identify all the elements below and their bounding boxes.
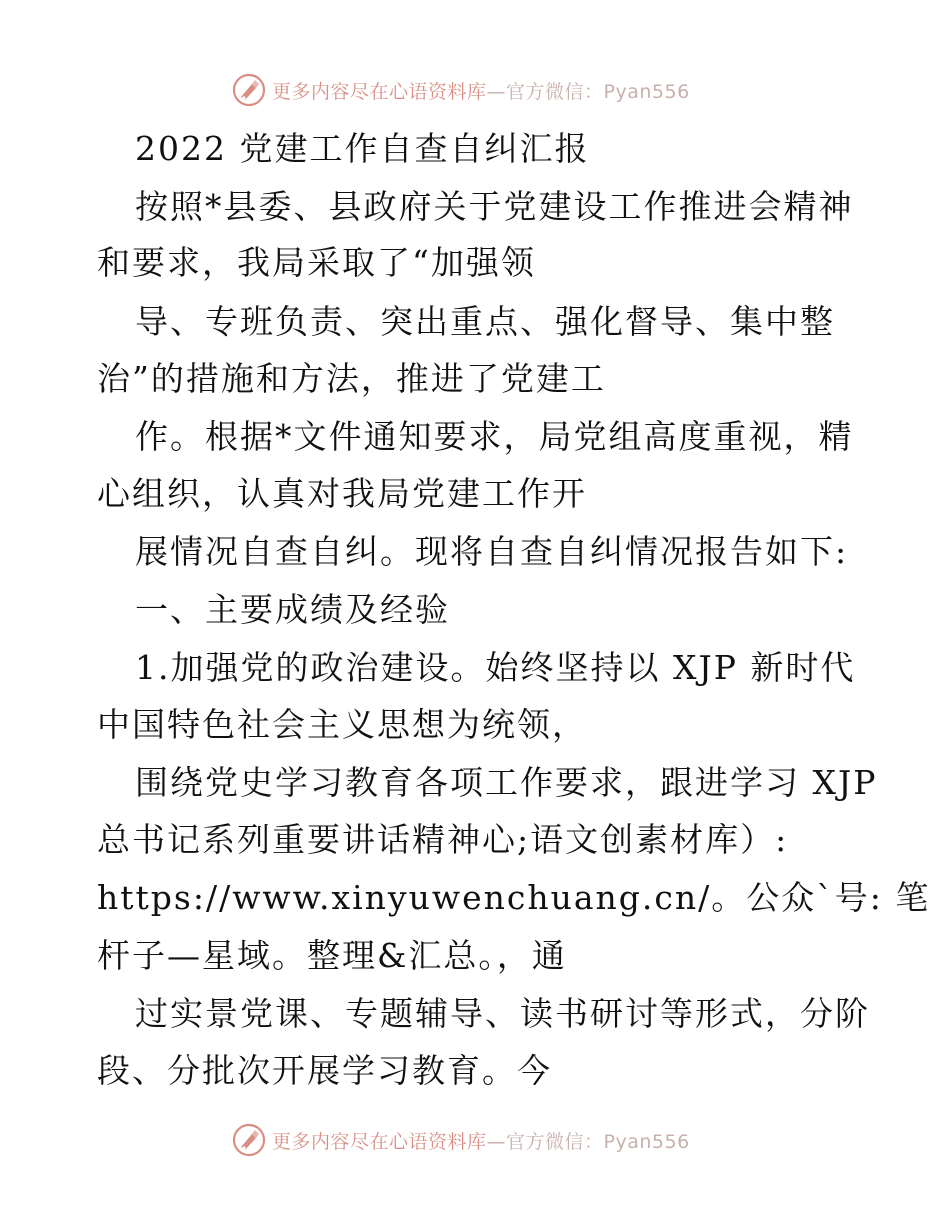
paragraph-line: 总书记系列重要讲话精神心;语文创素材库）: [97,820,789,859]
paragraph-line: 过实景党课、专题辅导、读书研讨等形式，分阶 [135,994,870,1033]
paragraph-line: 和要求，我局采取了“加强领 [97,243,536,282]
watermark-banner-bottom [232,1122,690,1158]
paragraph-line: 段、分批次开展学习教育。今 [97,1051,552,1090]
watermark-wechat-id: Pyan556 [603,1130,690,1153]
paragraph-line: 展情况自查自纠。现将自查自纠情况报告如下: [135,532,849,571]
paragraph-line: https://www.xinyuwenchuang.cn/。公众`号: 笔 [97,878,931,917]
paragraph-line: 围绕党史学习教育各项工作要求，跟进学习 XJP [135,763,878,802]
paragraph-line: 按照*县委、县政府关于党建设工作推进会精神 [135,187,854,226]
document-title: 2022 党建工作自查自纠汇报 [135,129,590,168]
pen-nib-logo-icon [232,73,266,107]
paragraph-line: 杆子—星域。整理&汇总。，通 [97,936,567,975]
paragraph-line: 中国特色社会主义思想为统领， [97,705,587,744]
paragraph-line: 心组织，认真对我局党建工作开 [97,474,587,513]
watermark-site-text: 更多内容尽在心语资料库 [272,80,487,103]
paragraph-line: 治”的措施和方法，推进了党建工 [97,359,606,398]
pen-nib-logo-icon [232,1123,266,1157]
watermark-separator: — [486,1130,507,1153]
watermark-wechat-label: 官方微信： [506,80,604,103]
watermark-wechat-label: 官方微信： [506,1130,604,1153]
watermark-separator: — [486,80,507,103]
paragraph-line: 导、专班负责、突出重点、强化督导、集中整 [135,302,835,341]
watermark-banner-top [232,72,690,108]
paragraph-line: 1.加强党的政治建设。始终坚持以 XJP 新时代 [135,648,856,687]
watermark-wechat-id: Pyan556 [603,80,690,103]
paragraph-line: 作。根据*文件通知要求，局党组高度重视，精 [135,417,854,456]
watermark-site-text: 更多内容尽在心语资料库 [272,1130,487,1153]
section-heading: 一、主要成绩及经验 [135,590,450,629]
